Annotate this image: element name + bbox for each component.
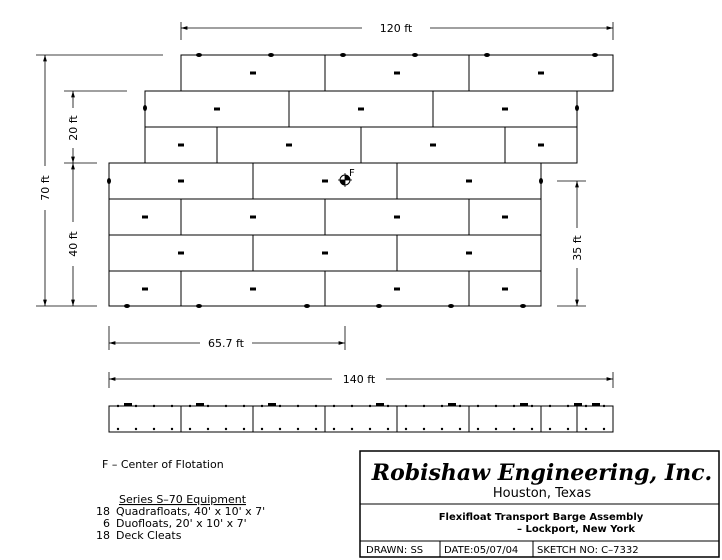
- side-view-dots: [117, 405, 605, 430]
- dim-label-right-height: 35 ft: [571, 235, 584, 261]
- project-location: – Lockport, New York: [517, 524, 635, 535]
- flotation-legend: F – Center of Flotation: [102, 458, 224, 471]
- equipment-title: Series S–70 Equipment: [119, 493, 247, 506]
- center-of-flotation-symbol: [338, 168, 355, 187]
- drawing-date: DATE:05/07/04: [444, 545, 519, 556]
- dim-label-total-height: 70 ft: [39, 175, 52, 201]
- company-name: Robishaw Engineering, Inc.: [371, 460, 713, 486]
- equipment-list: [96, 505, 265, 542]
- project-title: Flexifloat Transport Barge Assembly: [438, 512, 644, 523]
- equipment-qty: 18: [96, 529, 110, 542]
- flotation-marker-label: F: [349, 168, 355, 179]
- equipment-desc: Duofloats, 20' x 10' x 7': [116, 517, 247, 530]
- dim-label-total-length: 140 ft: [342, 373, 376, 386]
- dim-label-upper-offset: 20 ft: [67, 115, 80, 141]
- equipment-qty: 6: [103, 517, 110, 530]
- company-location: Houston, Texas: [492, 486, 592, 501]
- equipment-qty: 18: [96, 505, 110, 518]
- dim-label-cof-offset: 65.7 ft: [208, 337, 244, 350]
- sketch-number: SKETCH NO: C–7332: [537, 545, 639, 556]
- drawn-by: DRAWN: SS: [366, 545, 424, 556]
- equipment-desc: Quadrafloats, 40' x 10' x 7': [116, 505, 266, 518]
- barge-side-view: [109, 406, 613, 432]
- equipment-desc: Deck Cleats: [116, 529, 182, 542]
- dim-label-lower-height: 40 ft: [67, 231, 80, 257]
- barge-plan-view: [109, 55, 613, 306]
- dim-label-top-width: 120 ft: [379, 22, 413, 35]
